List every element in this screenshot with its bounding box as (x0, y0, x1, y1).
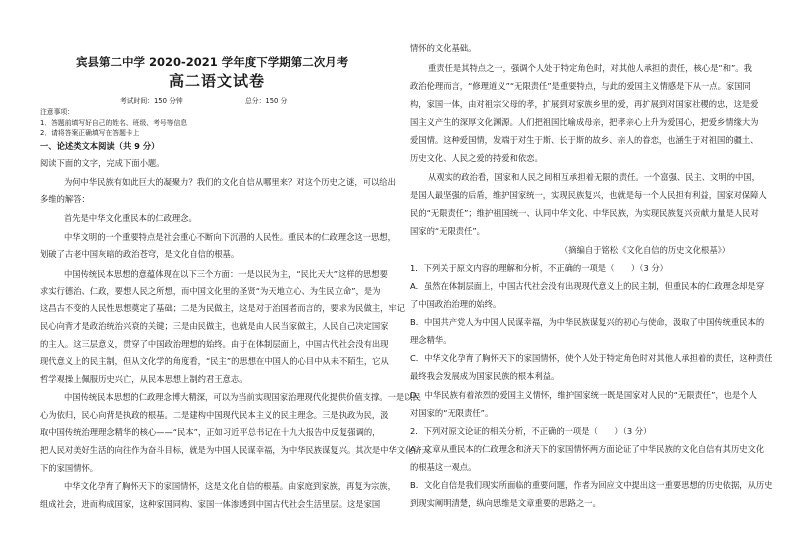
answer-option: C．中华文化孕育了胸怀天下的家国情怀，使个人处于特定角色时对其他人承担着的责任，这种责任 (410, 353, 773, 363)
answer-option: A．虽然在体制层面上，中国古代社会没有出现现代意义上的民主制，但重民本的仁政理念却是穿 (410, 281, 765, 291)
body-line: 的主人。这三层意义，贯穿了中国政治理想的始终。由于在体制层面上，中国古代社会没有出现 (40, 339, 389, 349)
body-line: 从观实的政治看，国家和人民之间相互承担着无限的责任。一个富强、民主、文明的中国， (428, 172, 760, 182)
body-line: 构，家国一体，由对祖宗父母的孝，扩展到对家族乡里的爱，再扩展到对国家社稷的忠，这是爱 (410, 99, 759, 109)
body-line: 下的家国情怀。 (40, 463, 99, 473)
exam-title: 宾县第二中学 2020-2021 学年度下学期第二次月考 (76, 55, 349, 69)
body-line: 国家的“无限责任”。 (410, 226, 485, 236)
instruction: 阅读下面的文字，完成下面小题。 (40, 158, 165, 168)
body-line: 情怀的文化基础。 (410, 43, 477, 53)
answer-option: 理念精华。 (410, 335, 452, 345)
body-line: 中华文明的一个重要特点是社会重心不断向下沉潜的人民性。重民本的仁政理念这一思想， (64, 232, 396, 242)
answer-option: 的根基这一观点。 (410, 462, 477, 472)
body-line: 爱国情。这种爱国情，发端于对生于斯、长于斯的故乡、亲人的眷恋，也涵生于对祖国的疆土、 (410, 135, 759, 145)
answer-option: A．文章从重民本的仁政理念和济天下的家国情怀两方面论证了中华民族的文化自信有其历史文化 (410, 444, 765, 454)
answer-option: B．中国共产党人为中国人民谋幸福，为中华民族谋复兴的初心与使命，汲取了中国传统重民本的 (410, 317, 765, 327)
body-line: 首先是中华文化重民本的仁政理念。 (64, 213, 197, 223)
source-citation: （摘编自于铭松《文化自信的历史文化根基》） (560, 245, 731, 255)
body-line: 现代意义上的民主制，但从文化学的角度看，“民主”的思想在中国人的心目中从未不陌生，它从 (40, 356, 389, 366)
body-line: 心为依归，民心向背是执政的根基。二是建构中国现代民本主义的民主理念。三是执政为民，汲 (40, 410, 389, 420)
answer-option: D．中华民族有着浓烈的爱国主义情怀，维护国家统一既是国家对人民的“无限责任”，也是个人 (410, 390, 757, 400)
body-line: 求实行德治、仁政，要想人民之所想，而中国文化里的圣贤“为天地立心、为生民立命”，是为 (40, 286, 381, 296)
answer-option: B．文化自信是我们现实所面临的重要问题，作者为回应文中提出这一重要思想的历史依据，从历史 (410, 480, 773, 490)
section-heading: 一、论述类文本阅读（共 9 分） (40, 141, 160, 151)
answer-option: 到现实阐明清楚，纵向思维是文章重要的思路之一。 (410, 498, 601, 508)
body-line: 国主义产生的深厚文化渊源。人们把祖国比喻成母亲，把孝亲心上升为爱国心，把爱乡情缘大为 (410, 117, 759, 127)
total-score: 总分：150 分 (245, 97, 288, 105)
body-line: 哲学观操上佩服历史兴亡，从民本思想上制约君王意志。 (40, 374, 248, 384)
notice-heading: 注意事项： (40, 108, 74, 116)
body-line: 划破了古老中国灰暗的政治苍穹，是文化自信的根基。 (40, 249, 240, 259)
body-line: 民的“无限责任”；维护祖国统一、认同中华文化、中华民族，为实现民族复兴贡献力量是人民对 (410, 208, 759, 218)
body-line: 中国传统民本思想的意蕴体现在以下三个方面：一是以民为主，“民比天大”这样的思想要 (64, 269, 388, 279)
question-stem: 2．下列对原文论证的相关分析，不正确的一项是（ ）（3 分） (410, 426, 652, 436)
body-line: 是国人最坚强的后盾，维护国家统一，实现民族复兴，也就是每一个人民担有利益，国家对保障人 (410, 190, 767, 200)
body-line: 政治伦理而言，“修理道义”“无限责任”是重要特点，与此的爱国主义情感是下从一点。家国同 (410, 81, 751, 91)
answer-option: 最终我会发展成为国家民族的根本利益。 (410, 371, 560, 381)
body-line: 民心向背才是政治统治兴衰的关键；三是由民做主，也就是由人民当家做主，人民自己决定国家 (40, 321, 389, 331)
body-line: 这昌古不变的人民性思想奠定了基础；二是为民做主，这是对于治国者而言的，要求为民做主，牢记 (40, 303, 406, 313)
body-line: 历史文化、人民之爱的持爱和依恋。 (410, 153, 543, 163)
body-line: 多维的解答： (40, 194, 90, 204)
body-line: 取中国传统治理理念精华的核心——“民本”，正如习近平总书记在十九大报告中反复强调的， (40, 427, 381, 437)
question-stem: 1．下列关于原文内容的理解和分析，不正确的一项是（ ）（3 分） (410, 263, 668, 273)
body-line: 为何中华民族有如此巨大的凝聚力？我们的文化自信从哪里来？对这个历史之谜，可以给出 (64, 177, 396, 187)
subject-title: 高二语文试卷 (169, 72, 266, 90)
answer-option: 了中国政治治理的始终。 (410, 299, 502, 309)
answer-option: 对国家的“无限责任”。 (410, 408, 494, 418)
exam-time: 考试时间：150 分钟 (120, 97, 183, 105)
body-line: 中华文化孕育了胸怀天下的家国情怀，这是文化自信的根基。由家庭到家族，再复为宗族， (64, 481, 396, 491)
body-line: 组成社会，进而构成国家，这种家国同构、家国一体渗透到中国古代社会生活里层。这是家国 (40, 499, 381, 509)
body-line: 重责任是其特点之一，强调个人处于特定角色时，对其他人承担的责任，核心是“和”。我 (428, 63, 752, 73)
body-line: 中国传统民本思想的仁政理念博大精深，可以为当前实现国家治理现代化提供价值支撑。一是以民 (64, 392, 421, 402)
notice-item: 2．请将答案正确填写在答题卡上 (40, 129, 140, 137)
notice-item: 1．答题前填写好自己的姓名、班级、考号等信息 (40, 119, 188, 127)
body-line: 把人民对美好生活的向往作为奋斗目标，就是为中国人民谋幸福，为中华民族谋复兴。其次是中华文化济天 (40, 445, 430, 455)
